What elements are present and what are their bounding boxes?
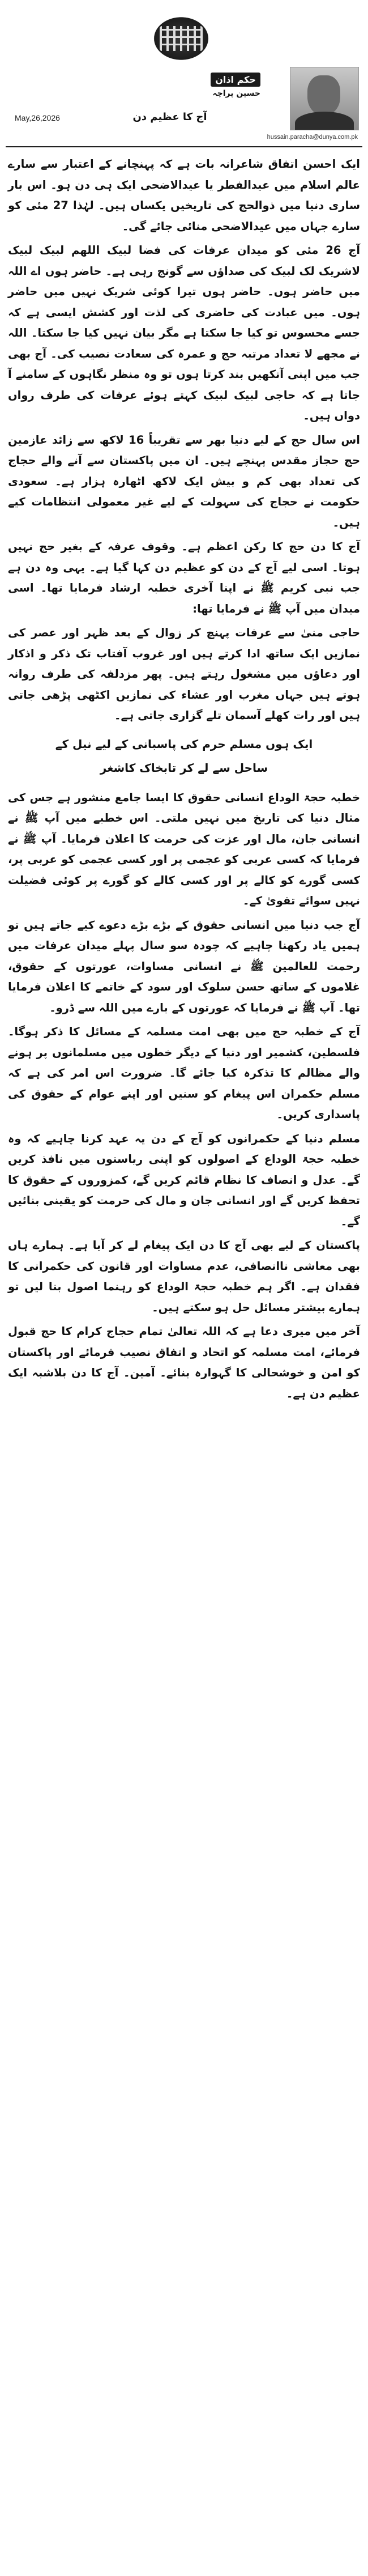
header-divider [6,146,362,147]
paragraph: مسلم دنیا کے حکمرانوں کو آج کے دن یہ عہد کرنا چاہیے کہ وہ خطبہ حجۃ الوداع کے اصولوں کو اپنی ریاستوں میں نافذ کریں گے۔ عدل و انصاف کا نظام قائم کریں گے، کمزوروں کے حقوق کا تحفظ کریں گے اور انسانی جان و مال کی حرمت کو یقینی بنائیں گے۔ [8,1132,360,1228]
newspaper-logo-icon [149,14,213,63]
paragraph: آج جب دنیا میں انسانی حقوق کے بڑے بڑے دعوے کیے جاتے ہیں تو ہمیں یاد رکھنا چاہیے کہ چودہ سو سال پہلے میدان عرفات میں رحمت للعالمین ﷺ نے انسانی مساوات، عورتوں کے حقوق، غلاموں کے ساتھ حسن سلوک اور سود کے خاتمے کا اعلان فرمایا تھا۔ آپ ﷺ نے فرمایا کہ عورتوں کے بارے میں اللہ سے ڈرو۔ [8,918,360,1014]
poetry-quote: ایک ہوں مسلم حرم کی پاسبانی کے لیے نیل کے ساحل سے لے کر تابخاک کاشغر [55,737,313,775]
paragraph: آج 26 مئی کو میدان عرفات کی فضا لبیک اللھم لبیک لبیک لاشریک لک لبیک کی صداؤں سے گونج رہی ہے۔ حاضر ہوں اے اللہ میں حاضر ہوں۔ حاضر ہوں تیرا کوئی شریک نہیں میں حاضر ہوں۔ میں عبادت کی حاضری کی لذت اور کشش ایسی ہے کہ جسے محسوس تو کیا جا سکتا ہے مگر بیان نہیں کیا جا سکتا۔ اللہ نے مجھے لا تعداد مرتبہ حج و عمرہ کی سعادت نصیب کی۔ آج بھی جب میں اپنی آنکھیں بند کرتا ہوں تو وہ منظر نگاہوں کے سامنے آ جاتا ہے کہ حاجی لبیک لبیک کہتے ہوئے عرفات کی طرف رواں دواں ہیں۔ [8,244,360,422]
article-body [8,154,360,1408]
author-name: حسین پراچہ [212,89,260,98]
paragraph: ایک احسن اتفاق شاعرانہ بات ہے کہ پہنچانے کے اعتبار سے سارے عالم اسلام میں عیدالفطر یا عیدالاضحی ایک ہی دن ہو۔ اس بار ساری دنیا میں ذوالحج کی تاریخیں یکساں ہیں۔ لہٰذا 27 مئی کو سارے جہاں میں عیدالاضحی منائی جائے گی۔ [8,158,360,233]
author-face-shape [307,75,340,115]
column-brand [170,73,260,99]
author-shoulders-shape [295,112,354,130]
paragraph: خطبہ حجۃ الوداع انسانی حقوق کا ایسا جامع منشور ہے جس کی مثال دنیا کی تاریخ میں نہیں ملتی۔ اس خطبے میں آپ ﷺ نے انسانی جان، مال اور عزت کی حرمت کا اعلان فرمایا۔ آپ ﷺ نے فرمایا کہ کسی عربی کو عجمی پر اور کسی عجمی کو عربی پر، کسی گورے کو کالے پر اور کسی کالے کو گورے پر کوئی فضیلت نہیں سوائے تقویٰ کے۔ [8,790,360,907]
author-email: hussain.paracha@dunya.com.pk [267,134,358,141]
paragraph: آخر میں میری دعا ہے کہ اللہ تعالیٰ تمام حجاج کرام کا حج قبول فرمائے، امت مسلمہ کو اتحاد و اتفاق نصیب فرمائے اور پاکستان کو امن و خوشحالی کا گہوارہ بنائے۔ آمین۔ آج کا دن بلاشبہ ایک عظیم دن ہے۔ [8,1325,360,1400]
paragraph: اس سال حج کے لیے دنیا بھر سے تقریباً 16 لاکھ سے زائد عازمین حج حجاز مقدس پہنچے ہیں۔ ان میں پاکستان سے آنے والے حجاج کی تعداد بھی کم و بیش ایک لاکھ اٹھارہ ہزار ہے۔ سعودی حکومت نے حجاج کی سہولت کے لیے غیر معمولی انتظامات کیے ہیں۔ [8,433,360,529]
newspaper-logo [147,10,215,67]
paragraph: حاجی منیٰ سے عرفات پہنچ کر زوال کے بعد ظہر اور عصر کی نمازیں ایک ساتھ ادا کرتے ہیں اور غروب آفتاب تک ذکر و اذکار اور دعاؤں میں مشغول رہتے ہیں۔ پھر مزدلفہ کی طرف روانہ ہوتے ہیں جہاں مغرب اور عشاء کی نمازیں اکٹھی پڑھی جاتی ہیں اور رات کھلے آسمان تلے گزاری جاتی ہے۔ [8,626,360,722]
paragraph: آج کا دن حج کا رکن اعظم ہے۔ وقوف عرفہ کے بغیر حج نہیں ہوتا۔ اسی لیے آج کے دن کو عظیم دن کہا گیا ہے۔ یہی وہ دن ہے جب نبی کریم ﷺ نے اپنا آخری خطبہ ارشاد فرمایا تھا۔ اسی میدان میں آپ ﷺ نے فرمایا تھا: [8,540,360,615]
paragraph: پاکستان کے لیے بھی آج کا دن ایک پیغام لے کر آیا ہے۔ ہمارے ہاں بھی معاشی ناانصافی، عدم مساوات اور قانون کی حکمرانی کا فقدان ہے۔ اگر ہم خطبہ حجۃ الوداع کو رہنما اصول بنا لیں تو ہمارے بیشتر مسائل حل ہو سکتے ہیں۔ [8,1239,360,1314]
author-photo [290,67,359,130]
publish-date: May,26,2026 [15,113,60,122]
column-name: حکم اذان [211,73,260,87]
masthead [0,0,368,102]
paragraph: آج کے خطبہ حج میں بھی امت مسلمہ کے مسائل کا ذکر ہوگا۔ فلسطین، کشمیر اور دنیا کے دیگر خطوں میں مسلمانوں پر ہونے والے مظالم کا تذکرہ کیا جائے گا۔ ضرورت اس امر کی ہے کہ مسلم حکمران اس پیغام کو سنیں اور اپنے عوام کے حقوق کی پاسداری کریں۔ [8,1025,360,1121]
article-headline: آج کا عظیم دن [132,111,207,123]
